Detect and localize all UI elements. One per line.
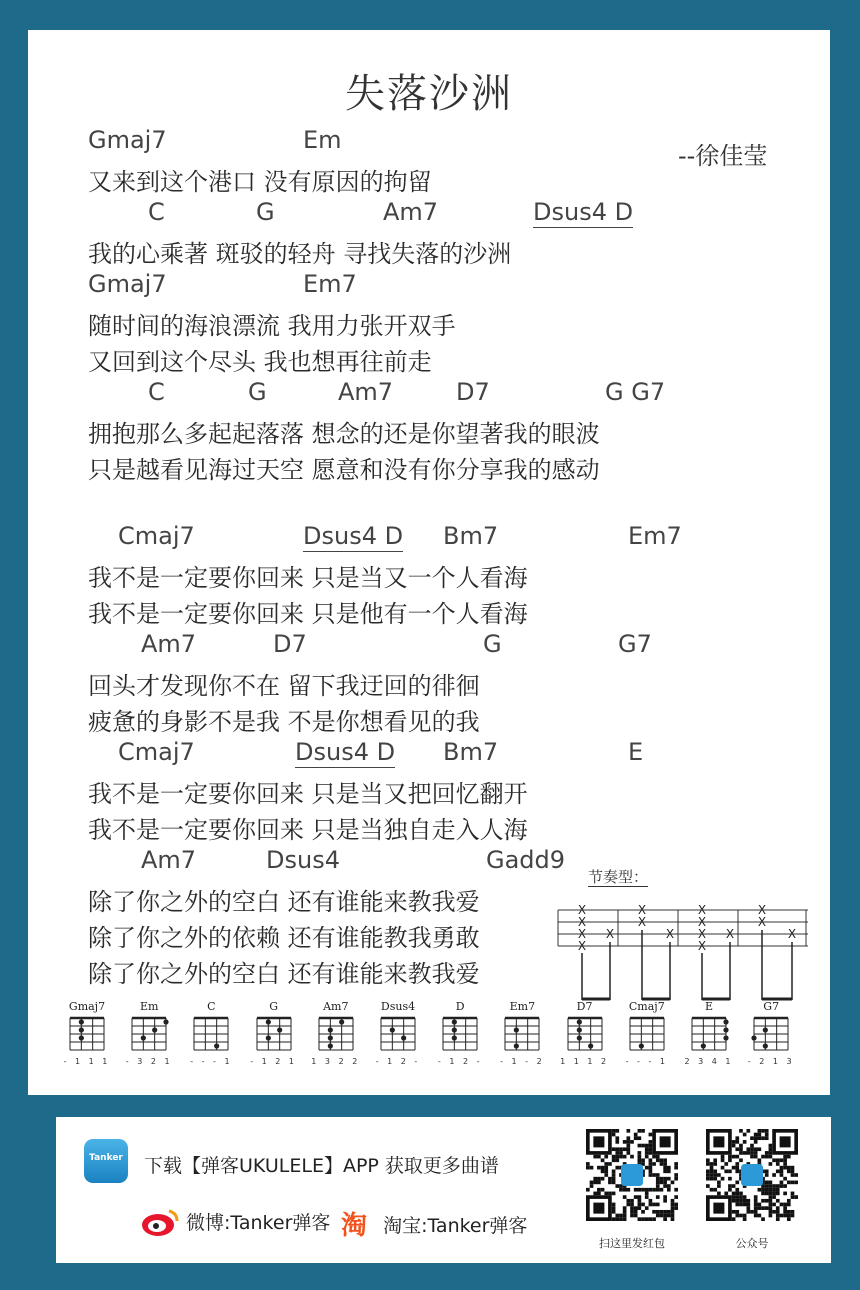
svg-text:X: X [577, 903, 587, 917]
lyric-line: 我不是一定要你回来 只是当独自走入人海 [88, 816, 528, 844]
lyric-line: 除了你之外的依赖 还有谁能教我勇敢 [88, 924, 480, 952]
chord-diagram-name: Am7 [323, 1000, 349, 1013]
chord-label: Gmaj7 [88, 126, 167, 154]
chord-label: G7 [618, 630, 652, 658]
svg-text:X: X [665, 927, 675, 941]
chord-fingering: - 1 1 1 [63, 1057, 111, 1066]
chord-label: Cmaj7 [118, 522, 195, 550]
chord-diagram-name: G7 [763, 1000, 780, 1013]
chord-diagram-name: E [704, 1000, 714, 1013]
chord-fingering: 2 3 4 1 [684, 1057, 734, 1066]
chord-label: Cmaj7 [118, 738, 195, 766]
chord-label: D7 [273, 630, 307, 658]
chord-label: Am7 [338, 378, 394, 406]
svg-text:X: X [697, 939, 707, 953]
svg-text:X: X [605, 927, 615, 941]
svg-text:X: X [757, 915, 767, 929]
svg-text:X: X [725, 927, 735, 941]
svg-text:X: X [577, 915, 587, 929]
fretboard-grid [62, 1012, 112, 1056]
qr-code-official-account[interactable] [706, 1129, 798, 1221]
chord-diagram-name: Em [139, 1000, 159, 1013]
fretboard-grid [746, 1012, 796, 1056]
lyric-line: 除了你之外的空白 还有谁能来教我爱 [88, 888, 480, 916]
qr-code-red-packet[interactable] [586, 1129, 678, 1221]
chord-label: G [248, 378, 267, 406]
qr2-caption: 公众号 [735, 1237, 769, 1250]
chord-fingering: 1 3 2 2 [311, 1057, 361, 1066]
svg-text:X: X [577, 927, 587, 941]
chord-label: Bm7 [443, 522, 499, 550]
lyric-line: 又回到这个尽头 我也想再往前走 [88, 348, 432, 376]
chord-fingering: - 1 - 2 [500, 1057, 545, 1066]
chord-label: G [483, 630, 502, 658]
lyric-line: 我不是一定要你回来 只是当又一个人看海 [88, 564, 528, 592]
chord-label: Gmaj7 [88, 270, 167, 298]
artist-name: --徐佳莹 [678, 142, 768, 170]
fretboard-grid [373, 1012, 423, 1056]
chord-diagram-name: G [269, 1000, 278, 1013]
svg-text:X: X [637, 903, 647, 917]
chord-diagram-name: D [455, 1000, 465, 1013]
chord-label: C [148, 198, 165, 226]
svg-text:X: X [637, 915, 647, 929]
svg-text:X: X [697, 927, 707, 941]
weibo-icon [140, 1207, 180, 1237]
chord-label: Em7 [628, 522, 682, 550]
lyric-line: 我不是一定要你回来 只是当又把回忆翻开 [88, 780, 528, 808]
chord-label: Em [303, 126, 342, 154]
chord-diagram-name: C [207, 1000, 216, 1013]
fretboard-grid [560, 1012, 610, 1056]
svg-text:X: X [697, 915, 707, 929]
fretboard-grid [684, 1012, 734, 1056]
chord-diagram-name: Gmaj7 [68, 1000, 106, 1013]
chord-fingering: - - - 1 [190, 1057, 233, 1066]
lyric-line: 只是越看见海过天空 愿意和没有你分享我的感动 [88, 456, 600, 484]
chord-sheet [28, 30, 830, 1095]
lyric-line: 拥抱那么多起起落落 想念的还是你望著我的眼波 [88, 420, 600, 448]
chord-fingering: - 1 2 - [375, 1057, 421, 1066]
chord-label: Dsus4 D [303, 522, 404, 550]
chord-label: Am7 [383, 198, 439, 226]
fretboard-grid [497, 1012, 547, 1056]
chord-fingering: 1 1 1 2 [560, 1057, 610, 1066]
chord-label: Dsus4 D [295, 738, 396, 766]
chord-label: Am7 [141, 630, 197, 658]
song-title: 失落沙洲 [345, 71, 513, 117]
svg-text:X: X [697, 903, 707, 917]
chord-diagram-name: Dsus4 [380, 1000, 416, 1013]
chord-label: G [256, 198, 275, 226]
chord-fingering: - 1 2 - [437, 1057, 483, 1066]
fretboard-grid [249, 1012, 299, 1056]
chord-label: D7 [456, 378, 490, 406]
rhythm-label: 节奏型： [588, 868, 649, 886]
chord-label: Gadd9 [486, 846, 566, 874]
svg-text:X: X [787, 927, 797, 941]
fretboard-grid [311, 1012, 361, 1056]
chord-label: E [628, 738, 644, 766]
lyric-line: 除了你之外的空白 还有谁能来教我爱 [88, 960, 480, 988]
chord-diagram-name: Em7 [509, 1000, 536, 1013]
lyric-line: 我的心乘著 斑驳的轻舟 寻找失落的沙洲 [88, 240, 512, 268]
chord-label: Am7 [141, 846, 197, 874]
taobao-icon: 淘 [341, 1211, 368, 1241]
chord-label: Bm7 [443, 738, 499, 766]
lyric-line: 我不是一定要你回来 只是他有一个人看海 [88, 600, 528, 628]
download-app-text: 下载【弹客UKULELE】APP 获取更多曲谱 [144, 1155, 499, 1177]
chord-fingering: - 3 2 1 [125, 1057, 173, 1066]
chord-fingering: - 2 1 3 [747, 1057, 795, 1066]
chord-label: G G7 [605, 378, 666, 406]
chord-label: Dsus4 [266, 846, 340, 874]
lyric-line: 疲惫的身影不是我 不是你想看见的我 [88, 708, 480, 736]
fretboard-grid [435, 1012, 485, 1056]
fretboard-grid [186, 1012, 236, 1056]
weibo-info: 微博:Tanker弹客 [140, 1207, 330, 1237]
taobao-info: 淘 淘宝:Tanker弹客 [341, 1211, 528, 1241]
qr1-caption: 扫这里发红包 [599, 1237, 665, 1250]
lyric-line: 随时间的海浪漂流 我用力张开双手 [88, 312, 456, 340]
chord-label: Dsus4 D [533, 198, 634, 226]
fretboard-grid [124, 1012, 174, 1056]
fretboard-grid [622, 1012, 672, 1056]
svg-text:X: X [757, 903, 767, 917]
chord-label: Em7 [303, 270, 357, 298]
rhythm-pattern [528, 898, 808, 1008]
chord-diagram-name: D7 [576, 1000, 593, 1013]
tanker-app-icon: Tanker [84, 1139, 128, 1183]
chord-fingering: - - - 1 [625, 1057, 668, 1066]
svg-text:X: X [577, 939, 587, 953]
lyric-line: 又来到这个港口 没有原因的拘留 [88, 168, 432, 196]
chord-fingering: - 1 2 1 [250, 1057, 297, 1066]
lyric-line: 回头才发现你不在 留下我迂回的徘徊 [88, 672, 480, 700]
footer-banner [56, 1117, 831, 1263]
chord-diagram-name: Cmaj7 [628, 1000, 665, 1013]
chord-label: C [148, 378, 165, 406]
